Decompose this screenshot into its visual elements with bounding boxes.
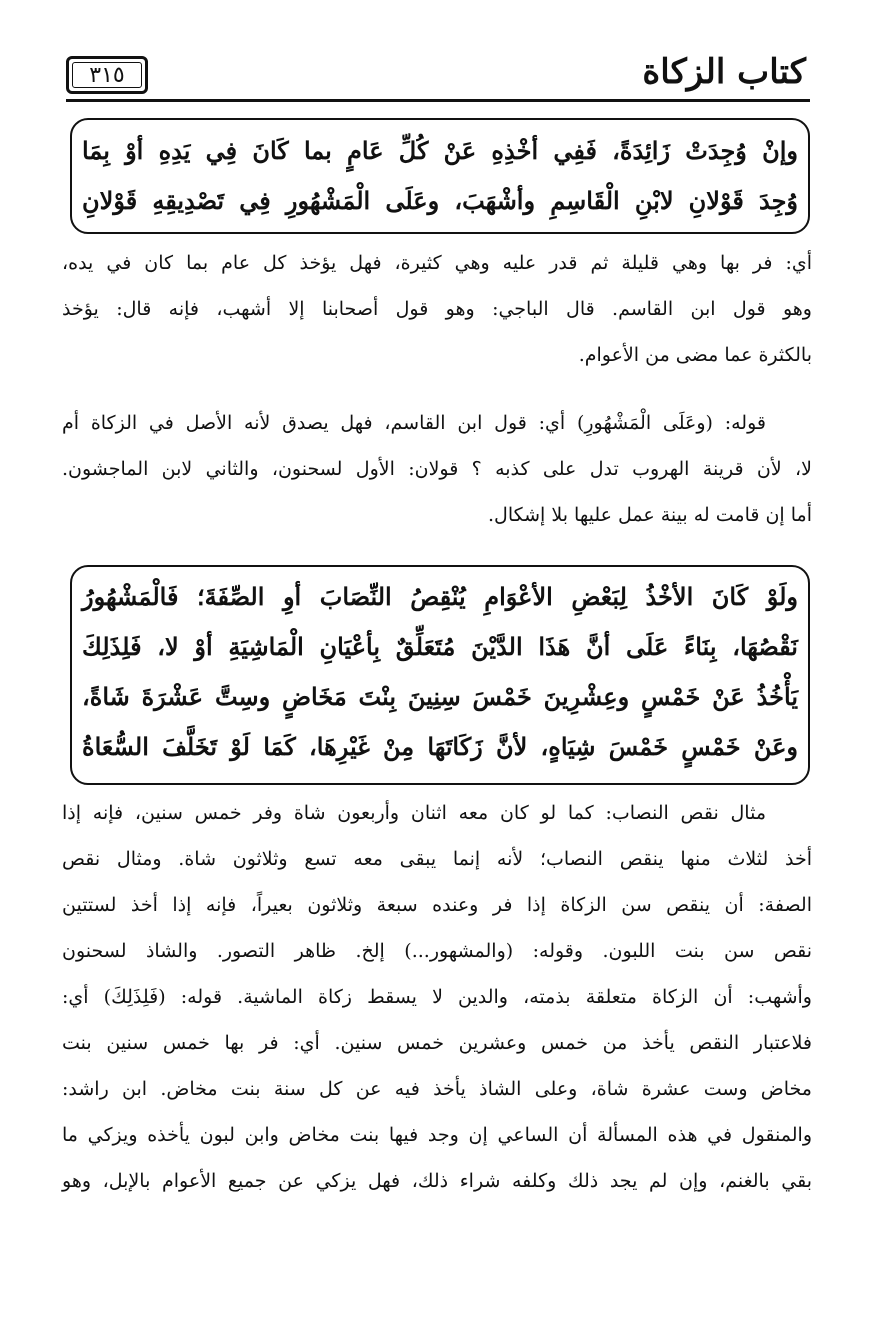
commentary-line: فلاعتبار النقص يأخذ من خمس وعشرين خمس سنين. أي: فر بها خمس سنين بنت: [62, 1032, 812, 1054]
commentary-line: قوله: (وعَلَى الْمَشْهُورِ) أي: قول ابن القاسم، فهل يصدق لأنه الأصل في الزكاة أم: [62, 412, 766, 434]
commentary-line: لا، لأن قرينة الهروب تدل على كذبه ؟ قولان: الأول لسحنون، والثاني لابن الماجشون.: [62, 458, 812, 480]
matn-line: يَأْخُذُ عَنْ خَمْسٍ وعِشْرِينَ خَمْسَ سِنِينَ بِنْتَ مَخَاضٍ وسِتَّ عَشْرَةَ شَاةً،: [82, 682, 798, 711]
commentary-paragraph-2: [62, 400, 812, 538]
commentary-line: نقص سن بنت اللبون. وقوله: (والمشهور...) إلخ. ظاهر التصور. والشاذ لسحنون: [62, 940, 812, 962]
matn-line: ولَوْ كَانَ الأخْذُ لِبَعْضِ الأعْوَامِ يُنْقِصُ النِّصَابَ أوِ الصِّفَةَ؛ فَالْمَشْهُورُ: [82, 582, 798, 611]
commentary-paragraph-1: [62, 240, 812, 378]
commentary-line: بالكثرة عما مضى من الأعوام.: [578, 344, 812, 366]
commentary-line: الصفة: أن ينقص سن الزكاة إذا فر وعنده سبعة وثلاثون بعيراً، فإنه إذا أخذ لستتين: [62, 894, 812, 916]
commentary-line: مخاض وست عشرة شاة، وعلى الشاذ يأخذ فيه عن كل سنة بنت مخاض. ابن راشد:: [62, 1078, 812, 1100]
commentary-line: مثال نقص النصاب: كما لو كان معه اثنان وأربعون شاة وفر خمس سنين، فإنه إذا: [62, 802, 766, 824]
commentary-line: أما إن قامت له بينة عمل عليها بلا إشكال.: [488, 504, 812, 526]
commentary-paragraph-3: [62, 790, 812, 1204]
commentary-line: والمنقول في هذه المسألة أن الساعي إن وجد فيها بنت مخاض وابن لبون يأخذه ويزكي ما: [62, 1124, 812, 1146]
book-title: كتاب الزكاة: [642, 52, 806, 92]
commentary-line: بقي بالغنم، وإن لم يجد ذلك وكلفه شراء ذلك، فهل يزكي عن جميع الأعوام بالإبل، وهو: [62, 1170, 812, 1192]
matn-line: نَقْصُهَا، بِنَاءً عَلَى أنَّ هَذَا الدَّيْنَ مُتَعَلِّقٌ بِأعْيَانِ الْمَاشِيَةِ أوْ لا، فَلِذَلِكَ: [82, 632, 798, 661]
commentary-line: أي: فر بها وهي قليلة ثم قدر عليه وهي كثيرة، فهل يؤخذ كل عام بما كان في يده،: [62, 252, 812, 274]
commentary-line: أخذ لثلاث منها ينقص النصاب؛ لأنه إنما يبقى معه تسع وثلاثون شاة. ومثال نقص: [62, 848, 812, 870]
page-number: ٣١٥: [89, 62, 125, 88]
matn-line: وُجِدَ قَوْلانِ لابْنِ الْقَاسِمِ وأشْهَبَ، وعَلَى الْمَشْهُورِ فِي تَصْدِيقِهِ قَوْلانِ: [82, 186, 798, 215]
matn-line: وإنْ وُجِدَتْ زَائِدَةً، فَفِي أخْذِهِ عَنْ كُلِّ عَامٍ بما كَانَ فِي يَدِهِ أوْ بِمَا: [82, 136, 798, 165]
commentary-line: وأشهب: أن الزكاة متعلقة بذمته، والدين لا يسقط زكاة الماشية. قوله: (فَلِذَلِكَ) أي:: [62, 986, 812, 1008]
page-number-box: [66, 56, 148, 94]
matn-box-2: [70, 565, 810, 785]
commentary-line: وهو قول ابن القاسم. قال الباجي: وهو قول أصحابنا إلا أشهب، فإنه قال: يؤخذ: [62, 298, 812, 320]
matn-box-1: [70, 118, 810, 234]
matn-line: وعَنْ خَمْسٍ خَمْسَ شِيَاهٍ، لأنَّ زَكَاتَهَا مِنْ غَيْرِهَا، كَمَا لَوْ تَخَلَّفَ السُّعَاةُ: [82, 732, 798, 761]
page-header: [66, 46, 810, 102]
